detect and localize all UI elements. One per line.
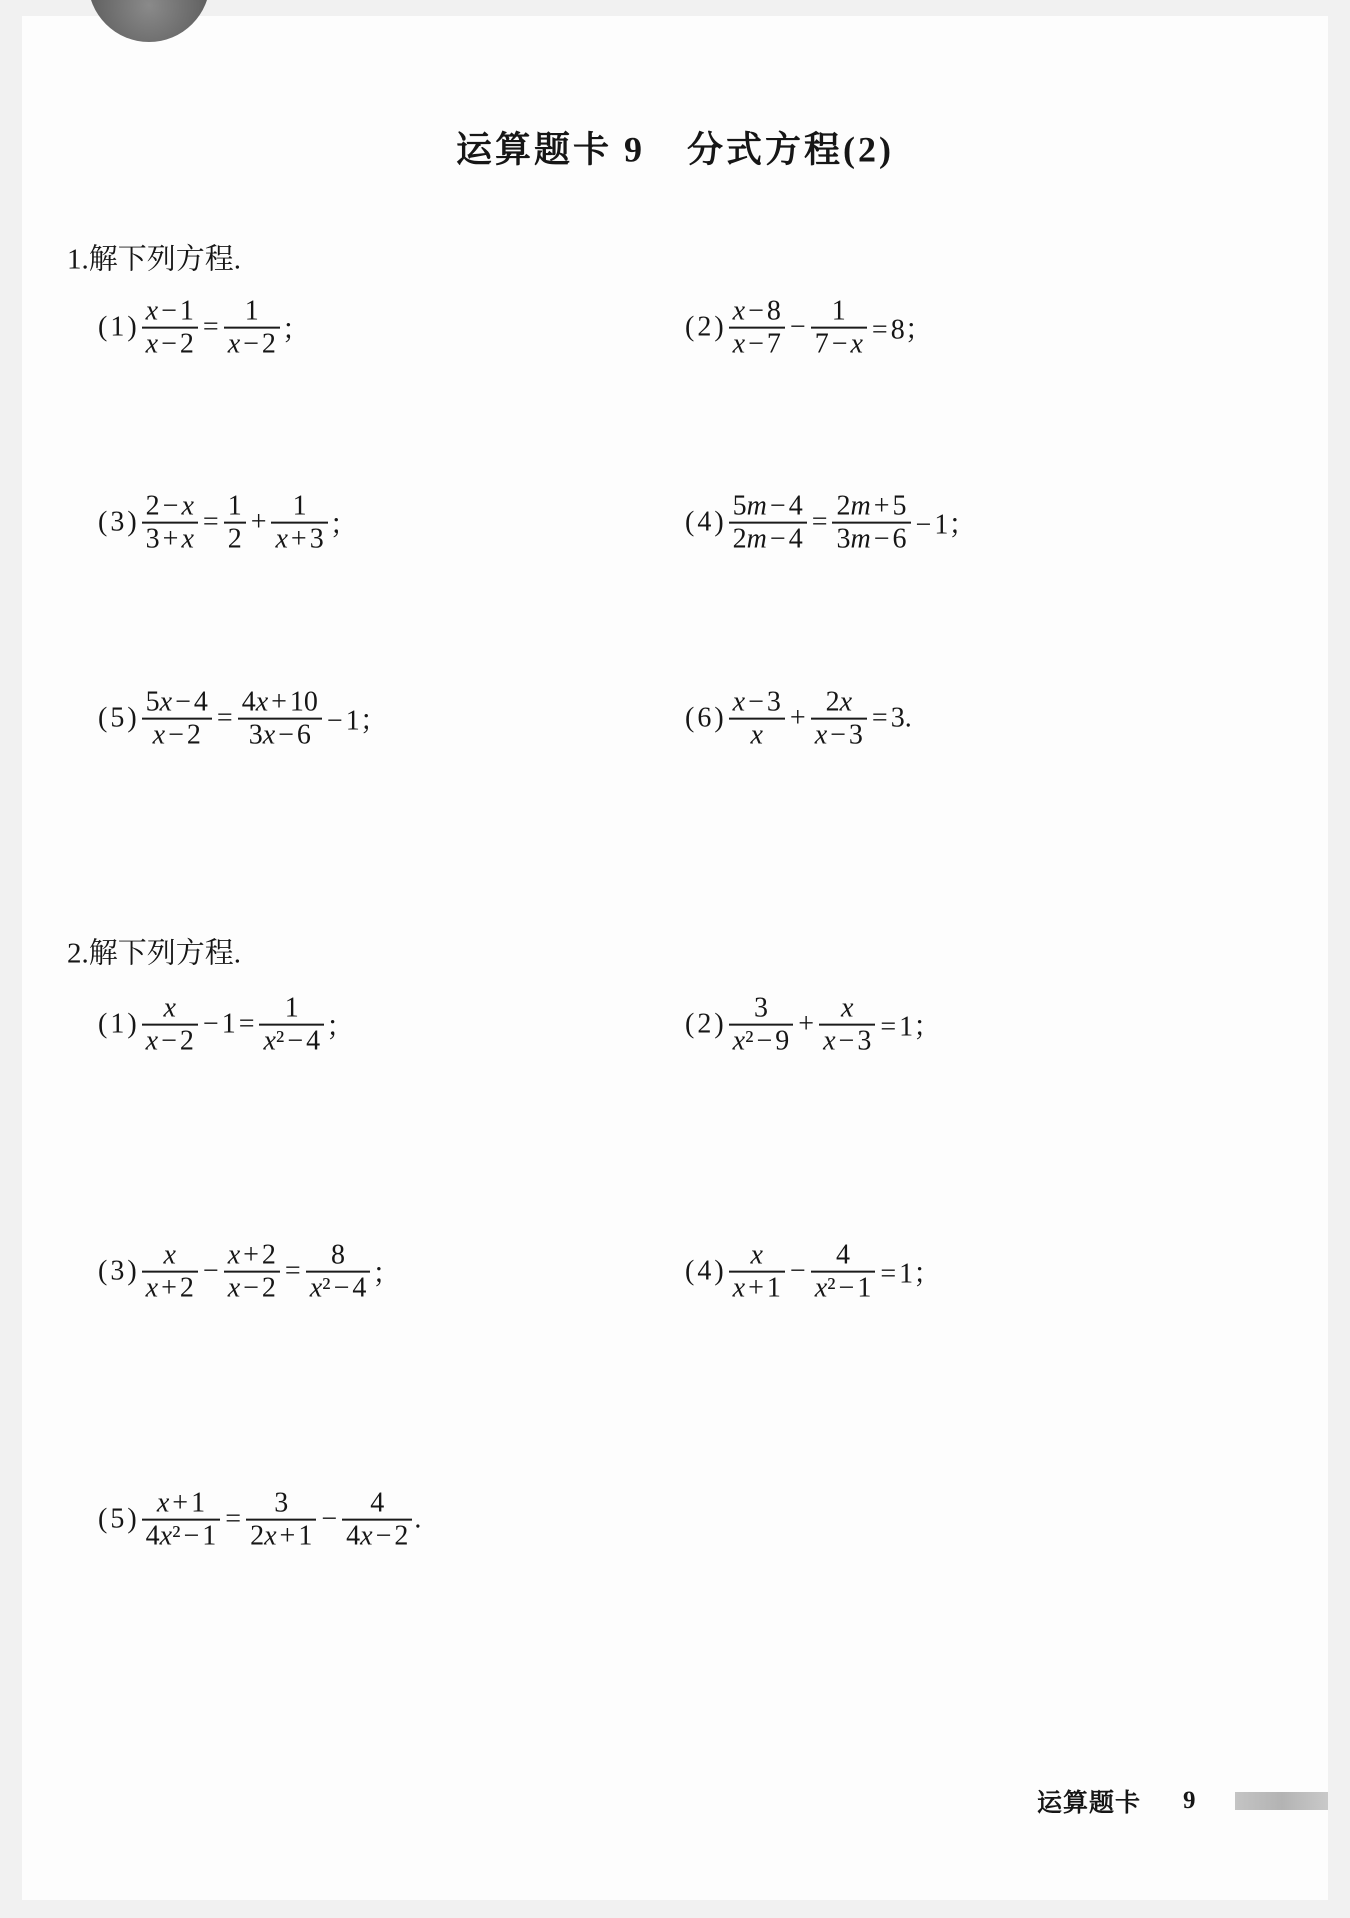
fraction <box>811 687 867 752</box>
fraction-denominator: x − 2 <box>145 329 194 360</box>
problem-number: (6) <box>685 703 727 734</box>
fraction-denominator: x + 3 <box>275 524 324 555</box>
fraction-numerator: x + 2 <box>227 1239 276 1271</box>
operator: = 8； <box>871 315 933 346</box>
fraction-denominator: 4x − 2 <box>346 1521 409 1552</box>
operator: = 1； <box>880 1012 942 1043</box>
fraction <box>246 1488 316 1553</box>
title-card-number: 运算题卡 9 <box>456 129 646 170</box>
fraction-numerator: x − 8 <box>732 295 781 327</box>
operator: − <box>789 1256 806 1287</box>
fraction <box>142 993 198 1058</box>
operator: = 3. <box>871 703 912 734</box>
fraction-denominator: x² − 9 <box>732 1026 790 1057</box>
fraction-denominator: 3m − 6 <box>836 524 907 555</box>
fraction-denominator: x² − 4 <box>309 1273 367 1304</box>
problem-number: (4) <box>685 507 727 538</box>
fraction-numerator: 1 <box>227 490 242 522</box>
fraction-denominator: 3x − 6 <box>248 720 311 751</box>
fraction <box>729 1240 785 1305</box>
operator: ； <box>372 1259 401 1290</box>
fraction-numerator: 3 <box>753 992 768 1024</box>
fraction-denominator: x − 2 <box>227 329 276 360</box>
operator: − 1； <box>915 510 977 541</box>
fraction-numerator: 1 <box>244 295 259 327</box>
fraction <box>729 993 794 1058</box>
operator: ； <box>329 510 358 541</box>
problem-1-3 <box>98 491 359 556</box>
problem-1-2 <box>685 296 934 361</box>
fraction <box>811 296 867 361</box>
problem-2-1 <box>98 993 355 1058</box>
fraction-numerator: 1 <box>284 992 299 1024</box>
problem-number: (5) <box>98 703 140 734</box>
fraction <box>238 687 322 752</box>
fraction-numerator: 5m − 4 <box>732 490 803 522</box>
problem-2-5 <box>98 1488 422 1553</box>
fraction-denominator: x <box>750 720 763 751</box>
fraction-numerator: x <box>840 992 854 1024</box>
fraction-numerator: x <box>163 992 176 1024</box>
problem-number: (4) <box>685 1256 727 1287</box>
fraction <box>729 296 785 361</box>
fraction-numerator: 5x − 4 <box>145 686 208 718</box>
problem-number: (2) <box>685 1009 727 1040</box>
problem-1-4 <box>685 491 977 556</box>
fraction-denominator: 4x² − 1 <box>145 1521 217 1552</box>
fraction-numerator: 4 <box>370 1487 385 1519</box>
operator: + <box>798 1009 815 1040</box>
problem-2-3 <box>98 1240 401 1305</box>
fraction-numerator: 3 <box>274 1487 289 1519</box>
fraction <box>224 1240 280 1305</box>
fraction <box>224 491 246 556</box>
fraction-numerator: x − 1 <box>145 295 194 327</box>
operator: + <box>789 703 806 734</box>
page-number: 9 <box>1183 1787 1196 1814</box>
fraction-denominator: 2m − 4 <box>732 524 803 555</box>
problem-number: (1) <box>98 1009 140 1040</box>
problem-number: (3) <box>98 507 140 538</box>
problem-2-4 <box>685 1240 942 1305</box>
operator: . <box>414 1504 422 1535</box>
fraction <box>306 1240 371 1305</box>
fraction <box>142 296 198 361</box>
section-2-heading: 2.解下列方程. <box>67 937 242 970</box>
problem-2-2 <box>685 993 942 1058</box>
operator: − <box>202 1256 219 1287</box>
operator: + <box>250 507 267 538</box>
problem-number: (3) <box>98 1256 140 1287</box>
fraction-numerator: 1 <box>831 295 846 327</box>
fraction-numerator: 2x <box>825 686 853 718</box>
fraction-denominator: x − 3 <box>814 720 863 751</box>
problem-1-1 <box>98 296 311 361</box>
operator: ； <box>281 315 310 346</box>
problem-1-6 <box>685 687 913 752</box>
fraction-numerator: x <box>750 1239 763 1271</box>
footer-label: 运算题卡 <box>1037 1788 1142 1817</box>
problem-number: (2) <box>685 312 727 343</box>
problem-1-5 <box>98 687 389 752</box>
fraction <box>271 491 327 556</box>
operator: − 1； <box>326 706 388 737</box>
operator: = <box>225 1504 242 1535</box>
fraction-denominator: x − 2 <box>152 720 201 751</box>
operator: − 1 = <box>202 1009 255 1040</box>
problem-number: (1) <box>98 312 140 343</box>
footer-tab-bar <box>1235 1792 1328 1810</box>
operator: = <box>202 312 219 343</box>
fraction-numerator: x <box>163 1239 176 1271</box>
fraction-numerator: 2m + 5 <box>836 490 907 522</box>
operator: = 1； <box>880 1259 942 1290</box>
fraction <box>142 491 198 556</box>
fraction <box>819 993 875 1058</box>
fraction <box>224 296 280 361</box>
fraction-denominator: 3 + x <box>145 524 194 555</box>
fraction-denominator: x² − 4 <box>263 1026 321 1057</box>
fraction-denominator: x − 3 <box>823 1026 872 1057</box>
fraction <box>342 1488 412 1553</box>
section-1-heading: 1.解下列方程. <box>67 243 242 276</box>
operator: = <box>811 507 828 538</box>
fraction-denominator: x + 1 <box>732 1273 781 1304</box>
fraction-denominator: x − 2 <box>145 1026 194 1057</box>
operator: = <box>202 507 219 538</box>
operator: ； <box>326 1012 355 1043</box>
fraction <box>729 687 785 752</box>
title-topic: 分式方程(2) <box>687 129 894 170</box>
fraction <box>142 687 212 752</box>
problem-number: (5) <box>98 1504 140 1535</box>
fraction-numerator: x + 1 <box>156 1487 206 1519</box>
fraction-denominator: 7 − x <box>814 329 863 360</box>
fraction <box>259 993 324 1058</box>
fraction-denominator: x − 2 <box>227 1273 276 1304</box>
page-title <box>0 122 1350 173</box>
fraction <box>832 491 910 556</box>
fraction <box>729 491 807 556</box>
fraction <box>142 1488 221 1553</box>
fraction <box>811 1240 876 1305</box>
operator: = <box>284 1256 301 1287</box>
fraction-numerator: 1 <box>292 490 307 522</box>
fraction-numerator: x − 3 <box>732 686 781 718</box>
fraction <box>142 1240 198 1305</box>
fraction-numerator: 4x + 10 <box>241 686 318 718</box>
fraction-denominator: 2x + 1 <box>250 1521 313 1552</box>
operator: = <box>216 703 233 734</box>
operator: − <box>321 1504 338 1535</box>
fraction-denominator: x² − 1 <box>814 1273 872 1304</box>
fraction-numerator: 2 − x <box>145 490 194 522</box>
fraction-denominator: x + 2 <box>145 1273 194 1304</box>
operator: − <box>789 312 806 343</box>
fraction-numerator: 4 <box>836 1239 850 1271</box>
fraction-numerator: 8 <box>331 1239 346 1271</box>
fraction-denominator: x − 7 <box>732 329 781 360</box>
fraction-denominator: 2 <box>227 524 242 555</box>
